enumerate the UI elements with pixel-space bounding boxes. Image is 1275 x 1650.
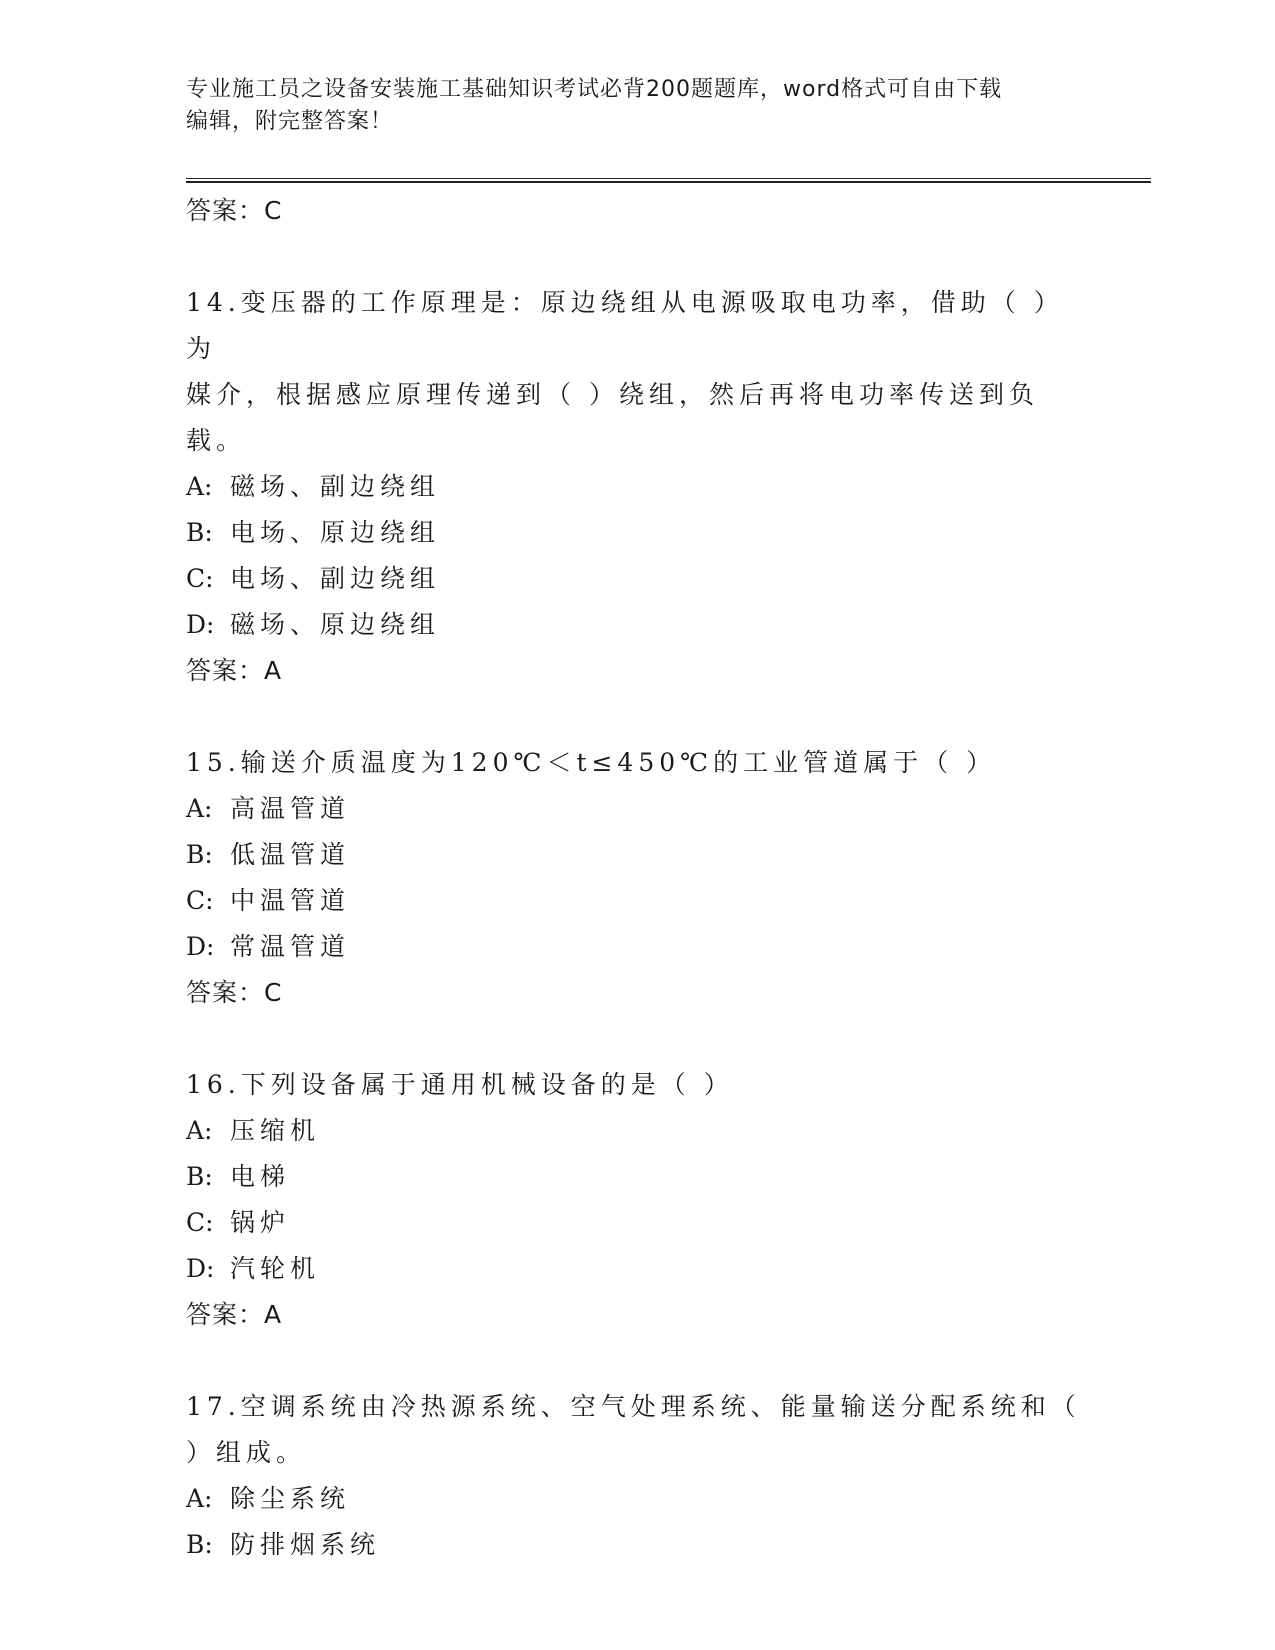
option-a	[186, 464, 1086, 510]
question-17	[186, 1384, 1086, 1568]
option-text: 中温管道	[230, 886, 351, 915]
option-text: 磁场、原边绕组	[230, 610, 441, 639]
document-header	[186, 74, 1086, 138]
option-letter: B:	[186, 1162, 213, 1191]
option-text: 常温管道	[230, 932, 351, 961]
option-a	[186, 1476, 1086, 1522]
option-text: 除尘系统	[230, 1484, 351, 1513]
answer-13: 答案：C	[186, 196, 283, 225]
option-text: 压缩机	[230, 1116, 321, 1145]
spacer	[186, 1016, 1086, 1062]
option-letter: A:	[186, 794, 213, 823]
option-text: 低温管道	[230, 840, 351, 869]
spacer	[186, 1338, 1086, 1384]
answer-16: 答案：A	[186, 1300, 283, 1329]
option-letter: A:	[186, 1484, 213, 1513]
option-c	[186, 878, 1086, 924]
stem-line-1: 15.输送介质温度为120℃＜t≤450℃的工业管道属于（ ）	[186, 748, 997, 777]
question-stem	[186, 280, 1086, 464]
option-letter: B:	[186, 840, 213, 869]
option-letter: A:	[186, 472, 213, 501]
stem-line-1: 16.下列设备属于通用机械设备的是（ ）	[186, 1070, 734, 1099]
question-14	[186, 280, 1086, 694]
option-text: 电场、副边绕组	[230, 564, 441, 593]
header-divider	[186, 178, 1151, 183]
option-text: 汽轮机	[230, 1254, 321, 1283]
option-text: 高温管道	[230, 794, 351, 823]
option-b	[186, 1522, 1086, 1568]
header-line-1: 专业施工员之设备安装施工基础知识考试必背200题题库，word格式可自由下载	[186, 77, 1003, 102]
stem-line-1: 14.变压器的工作原理是：原边绕组从电源吸取电功率，借助（ ）为	[186, 288, 1064, 363]
option-letter: D:	[186, 1254, 215, 1283]
spacer	[186, 694, 1086, 740]
option-letter: C:	[186, 886, 214, 915]
option-letter: D:	[186, 610, 215, 639]
question-15	[186, 740, 1086, 1016]
option-letter: C:	[186, 1208, 214, 1237]
question-stem	[186, 1384, 1086, 1476]
option-b	[186, 510, 1086, 556]
option-a	[186, 1108, 1086, 1154]
option-text: 电场、原边绕组	[230, 518, 441, 547]
option-letter: A:	[186, 1116, 213, 1145]
option-b	[186, 832, 1086, 878]
question-stem	[186, 740, 1086, 786]
option-d	[186, 1246, 1086, 1292]
option-a	[186, 786, 1086, 832]
option-b	[186, 1154, 1086, 1200]
option-letter: D:	[186, 932, 215, 961]
answer-15: 答案：C	[186, 978, 283, 1007]
stem-line-2: ）组成。	[186, 1438, 307, 1467]
answer-14: 答案：A	[186, 656, 283, 685]
option-text: 防排烟系统	[230, 1530, 381, 1559]
option-text: 锅炉	[230, 1208, 291, 1237]
question-16	[186, 1062, 1086, 1338]
option-text: 电梯	[230, 1162, 291, 1191]
stem-line-2: 媒介，根据感应原理传递到（ ）绕组，然后再将电功率传送到负载。	[186, 380, 1039, 455]
option-letter: B:	[186, 518, 213, 547]
option-d	[186, 602, 1086, 648]
question-list	[186, 188, 1086, 1568]
option-c	[186, 556, 1086, 602]
option-c	[186, 1200, 1086, 1246]
question-stem	[186, 1062, 1086, 1108]
stem-line-1: 17.空调系统由冷热源系统、空气处理系统、能量输送分配系统和（	[186, 1392, 1081, 1421]
option-letter: C:	[186, 564, 214, 593]
option-letter: B:	[186, 1530, 213, 1559]
header-line-2: 编辑，附完整答案！	[186, 109, 394, 134]
option-d	[186, 924, 1086, 970]
spacer	[186, 234, 1086, 280]
option-text: 磁场、副边绕组	[230, 472, 441, 501]
